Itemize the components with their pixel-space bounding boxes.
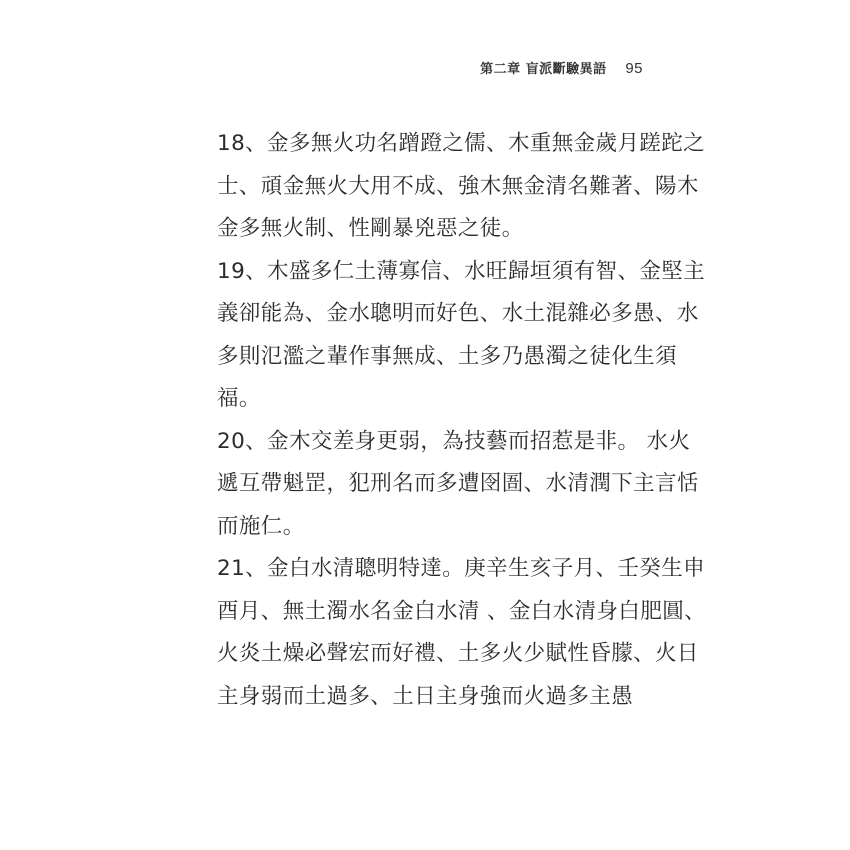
text-line: 21、金白水清聰明特達。庚辛生亥子月、壬癸生申 bbox=[217, 556, 706, 581]
paragraph-18 bbox=[217, 123, 706, 251]
running-header bbox=[480, 58, 643, 77]
text-line: 20、金木交差身更弱，為技藝而招惹是非。 水火 bbox=[217, 428, 691, 454]
body-text bbox=[217, 123, 707, 718]
text-line: 多則氾濫之輩作事無成、土多乃愚濁之徒化生須 bbox=[217, 343, 677, 369]
text-line: 火炎土燥必聲宏而好禮、土多火少賦性昏朦、火日 bbox=[217, 641, 699, 666]
text-line: 而施仁。 bbox=[217, 513, 305, 539]
text-line: 士、頑金無火大用不成、強木無金清名難著、陽木 bbox=[217, 173, 699, 199]
text-line: 義卻能為、金水聰明而好色、水土混雜必多愚、水 bbox=[217, 301, 699, 326]
text-line: 金多無火制、性剛暴兇惡之徒。 bbox=[217, 216, 524, 241]
paragraph-21 bbox=[217, 548, 707, 718]
paragraph-20 bbox=[217, 421, 699, 549]
text-line: 遞互帶魁罡，犯刑名而多遭囹圄、水清潤下主言恬 bbox=[217, 471, 699, 496]
paragraph-19 bbox=[217, 251, 706, 421]
text-line: 19、木盛多仁土薄寡信、水旺歸垣須有智、金堅主 bbox=[217, 258, 706, 284]
chapter-title: 第二章 盲派斷驗異語 bbox=[480, 62, 607, 77]
text-line: 主身弱而土過多、土日主身強而火過多主愚 bbox=[217, 683, 634, 709]
page-number: 95 bbox=[625, 60, 643, 77]
text-line: 18、金多無火功名蹭蹬之儒、木重無金歲月蹉跎之 bbox=[217, 131, 706, 156]
text-line: 酉月、無土濁水名金白水清 、金白水清身白肥圓、 bbox=[217, 598, 707, 624]
text-line: 福。 bbox=[217, 386, 261, 411]
